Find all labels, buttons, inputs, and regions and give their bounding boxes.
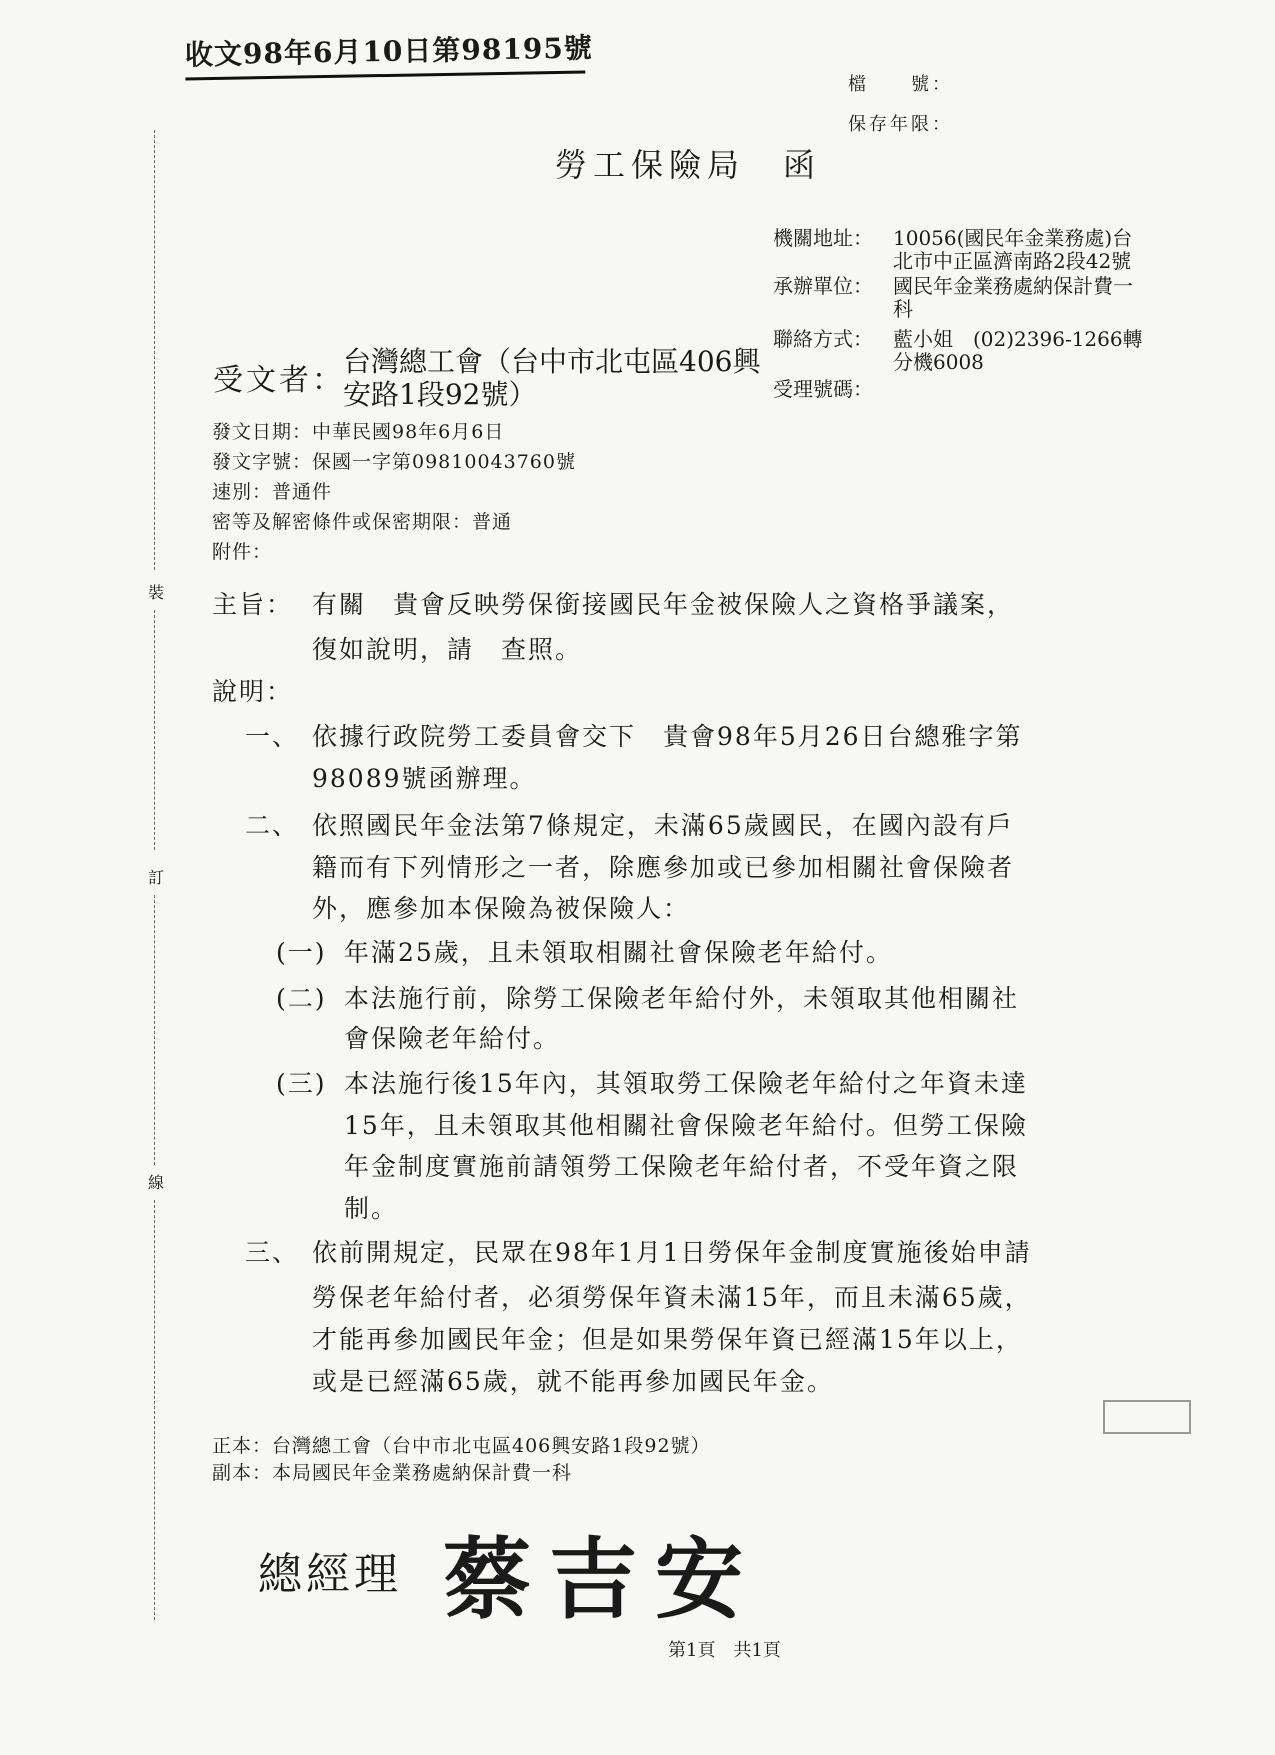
recipient-value: 台灣總工會（台中市北屯區406興安路1段92號） [343,345,761,411]
binding-line [154,130,155,570]
item-line: 依前開規定，民眾在98年1月1日勞保年金制度實施後始申請 [312,1238,1032,1267]
item-line: 籍而有下列情形之一者，除應參加或已參加相關社會保險者 [312,853,1015,882]
agency-unit-line: 國民年金業務處納保計費一 [893,274,1133,298]
copy-recipient: 副本：本局國民年金業務處納保計費一科 [212,1462,573,1484]
subitem-line: 制。 [344,1194,399,1223]
agency-address-line: 10056(國民年金業務處)台 [893,226,1133,250]
recipient-label: 受文者： [213,363,345,398]
signature-title: 總經理 [258,1549,402,1600]
item-number: 一、 [245,722,300,751]
attachments: 附件： [212,541,273,563]
agency-unit [773,275,1133,321]
item-line: 或是已經滿65歲，就不能再參加國民年金。 [312,1367,834,1396]
item-line: 98089號函辦理。 [312,764,537,793]
agency-contact [773,328,1143,374]
subitem-line: 本法施行後15年內，其領取勞工保險老年給付之年資未達 [344,1069,1028,1098]
receipt-stamp: 收文98年6月10日第98195號 [185,27,586,81]
subitem-line: 本法施行前，除勞工保險老年給付外，未領取其他相關社 [344,984,1020,1013]
agency-contact-line: 藍小姐 (02)2396-1266轉 [893,327,1143,351]
subitem-line: 年滿25歲，且未領取相關社會保險老年給付。 [344,938,893,967]
subitem-number: (二) [276,984,327,1013]
subject-line: 復如說明，請 查照。 [312,635,583,664]
item-line: 才能再參加國民年金；但是如果勞保年資已經滿15年以上， [312,1325,1023,1354]
item-number: 二、 [245,811,300,840]
issue-date: 發文日期：中華民國98年6月6日 [212,421,505,443]
agency-contact-line: 分機6008 [893,350,984,374]
agency-case-number [773,378,893,401]
small-seal [1103,1400,1191,1434]
explanation-label: 說明： [212,677,294,706]
item-line: 勞保老年給付者，必須勞保年資未滿15年，而且未滿65歲， [312,1283,1032,1312]
agency-address-line: 北市中正區濟南路2段42號 [893,249,1132,273]
signature-name-seal: 蔡吉安 [443,1527,762,1631]
agency-unit-label: 承辦單位： [773,274,873,298]
agency-address [773,227,1132,273]
binding-line [154,895,155,1165]
item-line: 外，應參加本保險為被保險人： [312,894,691,923]
subitem-number: (一) [276,938,327,967]
page-number: 第1頁 共1頁 [668,1640,781,1661]
binding-mark-xian: 線 [148,1173,165,1192]
subitem-line: 15年，且未領取其他相關社會保險老年給付。但勞工保險 [344,1111,1028,1140]
issue-number: 發文字號：保國一字第09810043760號 [212,451,576,473]
agency-address-label: 機關地址： [773,226,873,250]
original-recipient: 正本：台灣總工會（台中市北屯區406興安路1段92號） [212,1435,711,1457]
subitem-line: 年金制度實施前請領勞工保險老年給付者，不受年資之限 [344,1152,1020,1181]
item-line: 依照國民年金法第7條規定，未滿65歲國民，在國內設有戶 [312,811,1014,840]
binding-line [154,1200,155,1620]
item-number: 三、 [245,1238,300,1267]
file-number-label: 檔 號： [848,74,953,95]
classification: 密等及解密條件或保密期限：普通 [212,511,513,533]
binding-mark-zhuang: 裝 [148,583,165,602]
binding-line [154,610,155,850]
subject-label: 主旨： [212,590,294,619]
subject-line: 有關 貴會反映勞保銜接國民年金被保險人之資格爭議案， [312,590,1015,619]
agency-contact-label: 聯絡方式： [773,327,873,351]
document-title: 勞工保險局 函 [555,146,822,184]
urgency: 速別：普通件 [212,481,333,503]
subitem-number: (三) [276,1069,327,1098]
subitem-line: 會保險老年給付。 [344,1024,561,1053]
retention-period-label: 保存年限： [848,114,953,135]
agency-unit-line: 科 [893,297,913,321]
item-line: 依據行政院勞工委員會交下 貴會98年5月26日台總雅字第 [312,722,1023,751]
binding-mark-ding: 訂 [148,868,165,887]
agency-case-label: 受理號碼： [773,377,873,401]
